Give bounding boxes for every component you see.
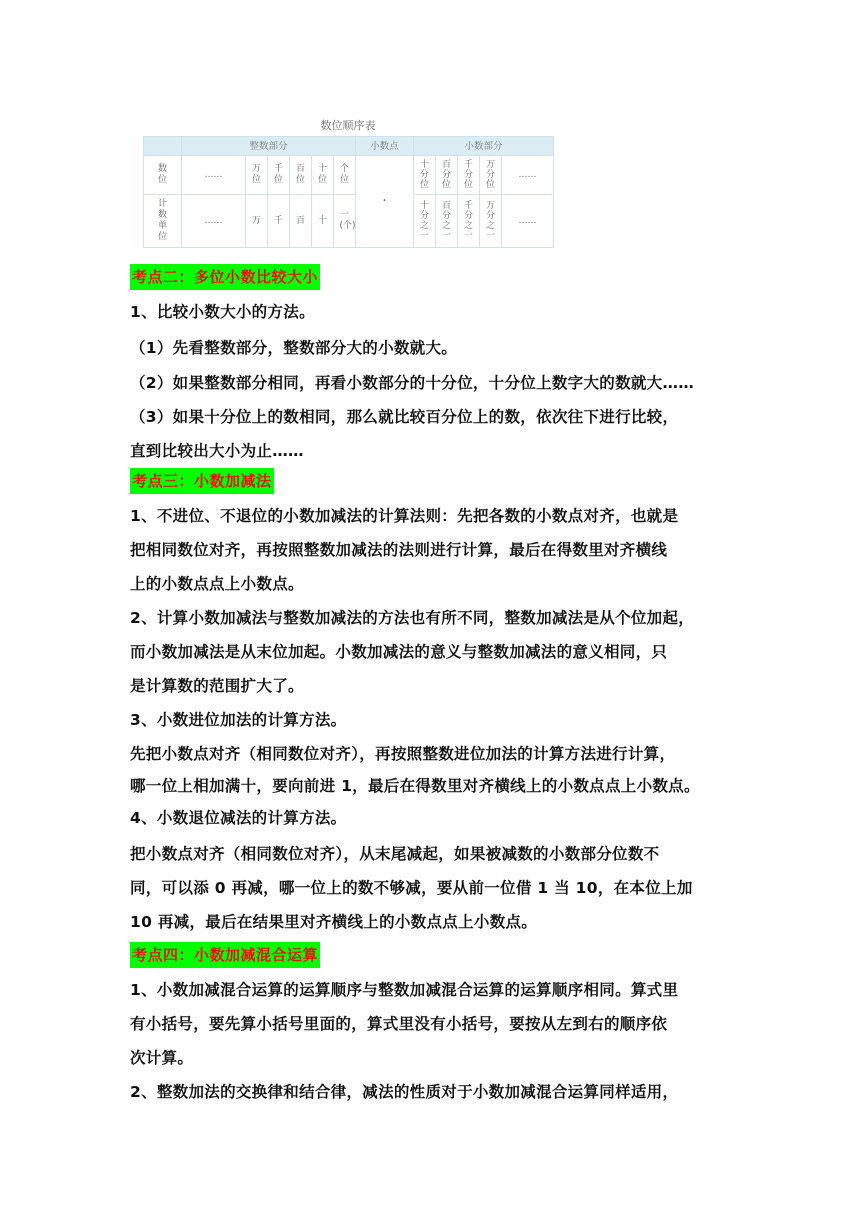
table-cell: 千 (268, 195, 290, 248)
section-heading: 考点四：小数加减混合运算 (130, 942, 320, 968)
row-label: 计数单位 (144, 195, 182, 248)
table-cell: 千分之一 (458, 195, 480, 248)
text-line: 是计算数的范围扩大了。 (130, 677, 304, 695)
decimal-point-cell: · (356, 156, 414, 248)
text-line: 2、计算小数加减法与整数加减法的方法也有所不同，整数加减法是从个位加起， (130, 609, 695, 627)
table-cell: 万分之一 (480, 195, 502, 248)
table-cell: 十分之一 (414, 195, 436, 248)
text-line: 同，可以添 0 再减，哪一位上的数不够减，要从前一位借 1 当 10，在本位上加 (130, 879, 693, 897)
text-line: 有小括号，要先算小括号里面的，算式里没有小括号，要按从左到右的顺序依 (130, 1015, 668, 1033)
text-line: 把相同数位对齐，再按照整数加减法的法则进行计算，最后在得数里对齐横线 (130, 541, 668, 559)
table-cell: 个位 (334, 156, 356, 195)
text-line: 把小数点对齐（相同数位对齐），从末尾减起，如果被减数的小数部分位数不 (130, 845, 660, 863)
section-heading: 考点三：小数加减法 (130, 468, 274, 494)
text-line: 直到比较出大小为止…… (130, 442, 304, 460)
table-cell: …… (182, 156, 246, 195)
text-line: 2、整数加法的交换律和结合律，减法的性质对于小数加减混合运算同样适用， (130, 1083, 679, 1101)
table-cell: …… (502, 195, 554, 248)
table-cell: 百分位 (436, 156, 458, 195)
row-label: 数位 (144, 156, 182, 195)
text-line: 10 再减，最后在结果里对齐横线上的小数点点上小数点。 (130, 913, 538, 931)
place-value-table (143, 136, 554, 248)
place-value-table-figure (143, 112, 553, 252)
header-decimal-part: 小数部分 (414, 137, 554, 156)
table-cell: …… (182, 195, 246, 248)
table-cell: 千位 (268, 156, 290, 195)
table-cell: 万 (246, 195, 268, 248)
table-cell: 十 (312, 195, 334, 248)
table-cell: 千分位 (458, 156, 480, 195)
text-line: 而小数加减法是从末位加起。小数加减法的意义与整数加减法的意义相同，只 (130, 643, 668, 661)
text-line: 哪一位上相加满十，要向前进 1，最后在得数里对齐横线上的小数点点上小数点。 (130, 777, 700, 795)
text-line: 上的小数点点上小数点。 (130, 575, 304, 593)
text-line: 1、比较小数大小的方法。 (130, 303, 315, 321)
text-line: 3、小数进位加法的计算方法。 (130, 711, 347, 729)
text-line: （1）先看整数部分，整数部分大的小数就大。 (130, 339, 458, 357)
table-cell: 万位 (246, 156, 268, 195)
section-heading: 考点二：多位小数比较大小 (130, 264, 320, 290)
table-cell: 万分位 (480, 156, 502, 195)
table-cell: 百 (290, 195, 312, 248)
table-cell: 十位 (312, 156, 334, 195)
table-title: 数位顺序表 (320, 119, 376, 132)
table-cell: 百分之一 (436, 195, 458, 248)
table-row-place (144, 156, 554, 195)
text-line: 1、小数加减混合运算的运算顺序与整数加减混合运算的运算顺序相同。算式里 (130, 981, 679, 999)
header-decimal-point: 小数点 (356, 137, 414, 156)
text-line: 先把小数点对齐（相同数位对齐），再按照整数进位加法的计算方法进行计算， (130, 745, 676, 763)
text-line: 次计算。 (130, 1049, 194, 1067)
table-cell: 一(个) (334, 195, 356, 248)
text-line: 4、小数退位减法的计算方法。 (130, 809, 347, 827)
table-corner (144, 137, 182, 156)
table-row-unit (144, 195, 554, 248)
table-cell: 十分位 (414, 156, 436, 195)
table-cell: …… (502, 156, 554, 195)
text-line: （3）如果十分位上的数相同，那么就比较百分位上的数，依次往下进行比较， (130, 408, 679, 426)
table-cell: 百位 (290, 156, 312, 195)
header-integer-part: 整数部分 (182, 137, 356, 156)
text-line: 1、不进位、不退位的小数加减法的计算法则：先把各数的小数点对齐，也就是 (130, 507, 679, 525)
table-header-row (144, 137, 554, 156)
text-line: （2）如果整数部分相同，再看小数部分的十分位，十分位上数字大的数就大…… (130, 374, 695, 392)
